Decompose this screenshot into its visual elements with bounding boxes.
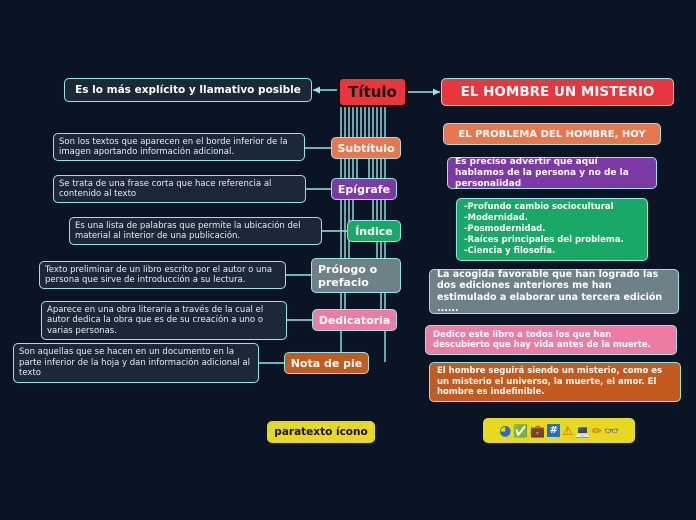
- right-box-cambios-text: -Profundo cambio sociocultural -Modernidad. -Posmodernidad. -Raíces principales del problema. -Ciencia y filosofía.: [464, 202, 624, 256]
- branch-nota-de-pie-label: Nota de pie: [290, 356, 363, 370]
- warning-icon: ⚠: [562, 423, 573, 438]
- branch-dedicatoria-label: Dedicatoria: [318, 313, 391, 327]
- branch-subtitulo-label: Subtítulo: [337, 141, 395, 155]
- desc-dedicatoria[interactable]: [41, 301, 287, 340]
- desc-epigrafe-text: Se trata de una frase corta que hace referencia al contenido al texto: [59, 178, 272, 199]
- desc-epigrafe[interactable]: [53, 175, 306, 203]
- paratexto-label: paratexto ícono: [274, 426, 368, 438]
- left-top-description[interactable]: [64, 78, 312, 102]
- right-box-cambios[interactable]: [456, 198, 648, 261]
- right-main-title-label: EL HOMBRE UN MISTERIO: [460, 84, 655, 100]
- briefcase-icon: 💼: [530, 423, 546, 438]
- branch-epigrafe[interactable]: [331, 178, 397, 200]
- pencil-icon: ✏: [591, 423, 602, 438]
- branch-indice-label: Índice: [355, 224, 393, 238]
- desc-prologo[interactable]: [39, 261, 286, 289]
- icon-bar[interactable]: [483, 418, 635, 443]
- branch-subtitulo[interactable]: [331, 137, 401, 159]
- globe-icon: ◕: [499, 422, 512, 439]
- right-main-title[interactable]: [441, 78, 674, 106]
- glasses-icon: 👓: [603, 423, 619, 438]
- center-title-label: Título: [348, 83, 397, 101]
- right-box-advertir-text: Es preciso advertir que aquí hablamos de la persona y no de la personalidad: [455, 156, 629, 189]
- desc-dedicatoria-text: Aparece en una obra literaria a través de la cual el autor dedica la obra que es de su creación a uno o varias personas.: [47, 304, 264, 336]
- desc-nota-de-pie[interactable]: [13, 343, 259, 383]
- center-title-node[interactable]: [338, 77, 407, 107]
- hashtag-icon: #: [547, 424, 560, 437]
- branch-prologo-label: Prólogo o prefacio: [318, 262, 378, 289]
- branch-epigrafe-label: Epígrafe: [337, 182, 391, 196]
- branch-prologo[interactable]: [311, 258, 401, 293]
- right-box-misterio-text: El hombre seguirá siendo un misterio, como es un misterio el universo, la muerte, el amor. El hombre es indefinible.: [437, 366, 663, 398]
- right-box-misterio[interactable]: [429, 362, 681, 402]
- right-box-problema-text: EL PROBLEMA DEL HOMBRE, HOY: [458, 128, 646, 140]
- branch-indice[interactable]: [347, 220, 401, 242]
- branch-nota-de-pie[interactable]: [284, 352, 369, 374]
- checkmark-icon: ✅: [513, 423, 529, 438]
- laptop-icon: 💻: [574, 423, 590, 438]
- right-box-advertir[interactable]: [447, 157, 657, 189]
- paratexto-label-box[interactable]: [267, 421, 375, 443]
- branch-dedicatoria[interactable]: [312, 309, 397, 331]
- right-box-acogida[interactable]: [429, 269, 679, 314]
- desc-nota-de-pie-text: Son aquellas que se hacen en un documento en la parte inferior de la hoja y dan información adicional al texto: [19, 347, 251, 379]
- desc-indice[interactable]: [69, 217, 322, 245]
- right-box-dedico[interactable]: [425, 325, 677, 355]
- left-top-label: Es lo más explícito y llamativo posible: [75, 84, 301, 96]
- right-box-dedico-text: Dedico este libro a todos los que han descubierto que hay vida antes de la muerte.: [433, 329, 651, 350]
- desc-prologo-text: Texto preliminar de un libro escrito por el autor o una persona que sirve de introducción a su lectura.: [45, 264, 273, 285]
- desc-indice-text: Es una lista de palabras que permite la ubicación del material al interior de una publicación.: [75, 220, 301, 241]
- right-box-problema[interactable]: [443, 123, 661, 145]
- right-box-acogida-text: La acogida favorable que han logrado las dos ediciones anteriores me han estimulado a elaborar una tercera edición ......: [437, 268, 663, 314]
- desc-subtitulo[interactable]: [53, 133, 305, 161]
- desc-subtitulo-text: Son los textos que aparecen en el borde inferior de la imagen aportando información adicional.: [59, 136, 288, 157]
